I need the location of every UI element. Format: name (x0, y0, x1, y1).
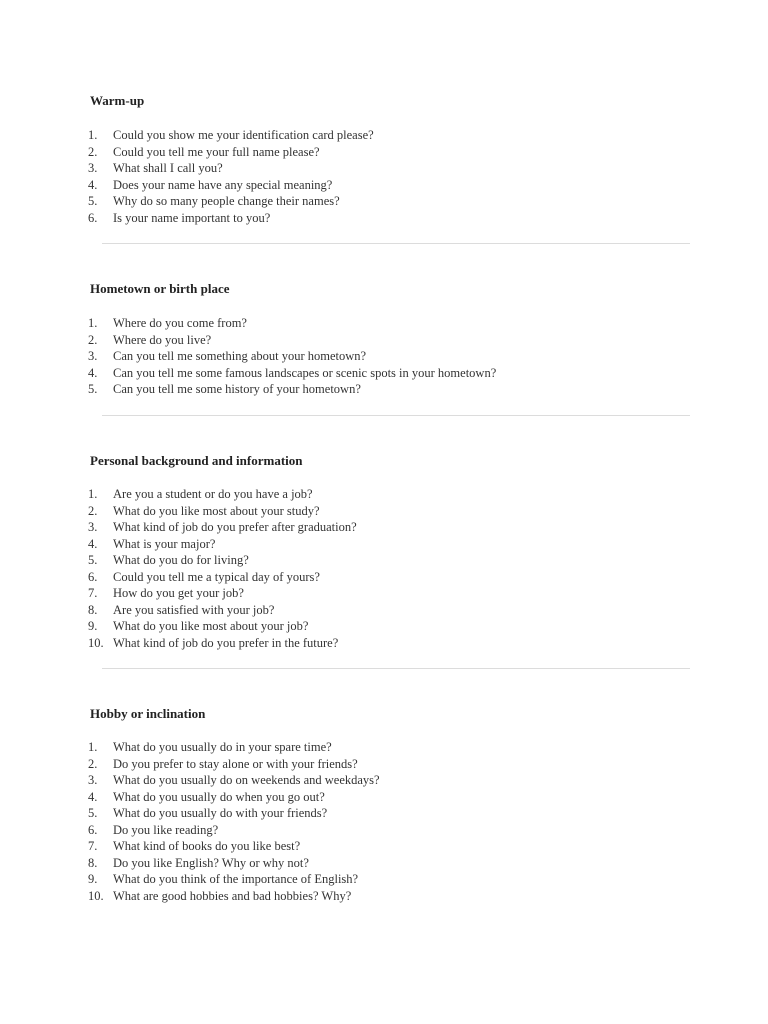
question-number: 1. (88, 316, 98, 330)
question-text: Are you a student or do you have a job? (113, 487, 313, 501)
question-number: 10. (88, 888, 104, 903)
section-title-hobby: Hobby or inclination (90, 706, 206, 721)
question-text: What kind of job do you prefer after graduation? (113, 520, 357, 534)
section-title-warm-up: Warm-up (90, 93, 145, 108)
question-text: Does your name have any special meaning? (113, 177, 333, 192)
question-text: What do you think of the importance of English? (113, 872, 359, 886)
question-text: What kind of job do you prefer in the future? (113, 635, 339, 650)
question-number: 5. (88, 382, 98, 396)
question-number: 3. (88, 349, 98, 363)
section-divider (102, 668, 690, 669)
question-text: Can you tell me something about your hometown? (113, 349, 367, 363)
question-text: How do you get your job? (113, 586, 244, 600)
question-text: Do you prefer to stay alone or with your friends? (113, 756, 358, 771)
question-text: Can you tell me some famous landscapes or scenic spots in your hometown? (113, 365, 497, 380)
question-text: Why do so many people change their names? (113, 194, 340, 208)
question-number: 4. (88, 365, 98, 380)
question-number: 5. (88, 806, 98, 820)
question-text: What do you like most about your job? (113, 619, 309, 633)
question-text: Could you tell me your full name please? (113, 144, 320, 159)
question-number: 9. (88, 619, 98, 633)
question-text: Are you satisfied with your job? (113, 602, 275, 617)
question-number: 8. (88, 855, 98, 870)
question-number: 7. (88, 839, 98, 853)
question-text: What is your major? (113, 536, 216, 551)
question-number: 1. (88, 740, 98, 754)
question-number: 2. (88, 144, 98, 159)
question-text: What shall I call you? (113, 161, 223, 175)
question-text: What do you do for living? (113, 553, 249, 567)
question-text: What do you usually do when you go out? (113, 789, 325, 804)
question-number: 5. (88, 194, 98, 208)
question-text: What do you usually do with your friends? (113, 806, 328, 820)
question-number: 2. (88, 756, 98, 771)
question-number: 7. (88, 586, 98, 600)
question-text: What do you like most about your study? (113, 503, 320, 518)
question-number: 6. (88, 569, 98, 584)
question-number: 4. (88, 536, 98, 551)
question-number: 4. (88, 789, 98, 804)
question-text: Is your name important to you? (113, 210, 271, 225)
question-text: What do you usually do in your spare time? (113, 740, 332, 754)
question-number: 10. (88, 635, 104, 650)
question-text: Do you like English? Why or why not? (113, 855, 309, 870)
question-text: Could you tell me a typical day of yours? (113, 569, 320, 584)
question-number: 1. (88, 487, 98, 501)
question-text: What do you usually do on weekends and weekdays? (113, 773, 380, 787)
question-number: 3. (88, 520, 98, 534)
section-divider (102, 243, 690, 244)
question-number: 5. (88, 553, 98, 567)
question-number: 2. (88, 503, 98, 518)
question-number: 4. (88, 177, 98, 192)
question-number: 6. (88, 822, 98, 837)
question-text: What kind of books do you like best? (113, 839, 301, 853)
question-text: What are good hobbies and bad hobbies? Why? (113, 888, 352, 903)
question-text: Can you tell me some history of your hometown? (113, 382, 361, 396)
question-number: 9. (88, 872, 98, 886)
question-text: Where do you live? (113, 332, 212, 347)
question-number: 8. (88, 602, 98, 617)
question-number: 3. (88, 773, 98, 787)
question-number: 1. (88, 128, 98, 142)
question-number: 3. (88, 161, 98, 175)
question-text: Could you show me your identification card please? (113, 128, 374, 142)
section-title-personal-background: Personal background and information (90, 453, 303, 468)
section-title-hometown: Hometown or birth place (90, 281, 230, 296)
question-number: 2. (88, 332, 98, 347)
question-text: Where do you come from? (113, 316, 247, 330)
section-divider (102, 415, 690, 416)
question-text: Do you like reading? (113, 822, 219, 837)
question-number: 6. (88, 210, 98, 225)
